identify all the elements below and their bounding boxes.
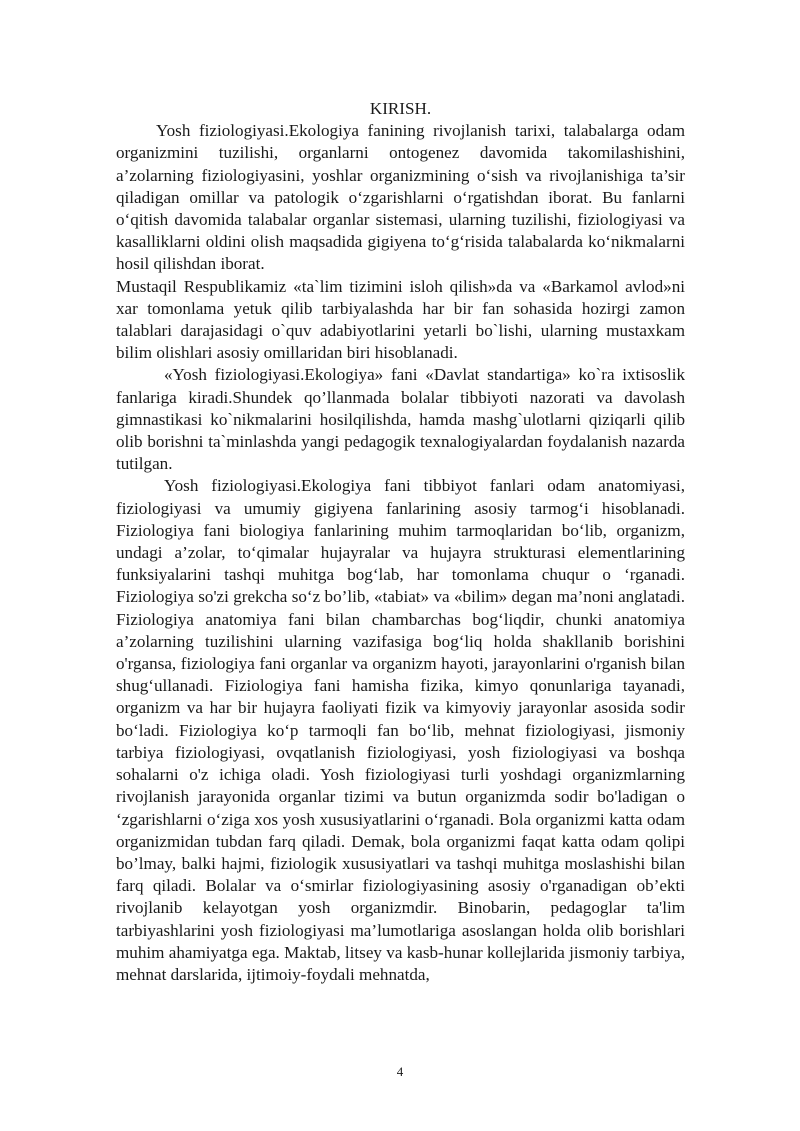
section-title: KIRISH. [369,99,432,118]
page-content [116,98,685,986]
paragraph-intro: Yosh fiziologiyasi.Ekologiya fanining rivojlanish tarixi, talabalarga odam organizmini tuzilishi, organlarni ontogenez davomida takomilashishini, a’zolarning fiziologiyasini, yoshlar organizmining o‘sish va rivojlanishiga ta’sir qiladigan omillar va patologik o‘zgarishlarni o‘rgatishdan iborat. Bu fanlarni o‘qitish davomida talabalar organlar sistemasi, ularning tuzilishi, fiziologiyasi va kasalliklarni oldini olish maqsadida gigiyena to‘g‘risida talabalarda ko‘nikmalarni hosil qilishdan iborat. [116,121,685,274]
page-number: 4 [396,1064,404,1079]
paragraph-physiology: Yosh fiziologiyasi.Ekologiya fani tibbiyot fanlari odam anatomiyasi, fiziologiyasi va umumiy gigiyena fanlarining asosiy tarmog‘i hisoblanadi. Fiziologiya fani biologiya fanlarining muhim tarmoqlaridan bo‘lib, organizm, undagi a’zolar, to‘qimalar hujayralar va hujayra strukturasi elementlarining funksiyalarini tashqi muhitga bog‘lab, har tomonlama chuqur o ‘rganadi. Fiziologiya so'zi grekcha so‘z bo’lib, «tabiat» va «bilim» degan ma’noni anglatadi. Fiziologiya anatomiya fani bilan chambarchas bog‘liqdir, chunki anatomiya a’zolarning tuzilishini ularning vazifasiga bog‘liq holda shakllanib borishini o'rgansa, fiziologiya fani organlar va organizm hayoti, jarayonlarini o'rganish bilan shug‘ullanadi. Fiziologiya fani hamisha fizika, kimyo qonunlariga tayanadi, organizm va har bir hujayra faoliyati fizik va kimyoviy jarayonlar asosida sodir bo‘ladi. Fiziologiya ko‘p tarmoqli fan bo‘lib, mehnat fiziologiyasi, jismoniy tarbiya fiziologiyasi, ovqatlanish fiziologiyasi, yosh fiziologiyasi va boshqa sohalarni o'z ichiga oladi. Yosh fiziologiyasi turli yoshdagi organizmlarning rivojlanish jarayonida organlar tizimi va butun organizmda sodir bo'ladigan o ‘zgarishlarni o‘ziga xos yosh xususiyatlarini o‘rganadi. Bola organizmi katta odam organizmidan tubdan farq qiladi. Demak, bola organizmi faqat katta odam qolipi bo’lmay, balki hajmi, fiziologik xususiyatlari va tashqi muhitga moslashishi bilan farq qiladi. Bolalar va o‘smirlar fiziologiyasining asosiy o'rganadigan ob’ekti rivojlanib kelayotgan yosh organizmdir. Binobarin, pedagoglar ta'lim tarbiyashlarini yosh fiziologiyasi ma’lumotlariga asoslangan holda olib borishlari muhim ahamiyatga ega. Maktab, litsey va kasb-hunar kollejlarida jismoniy tarbiya, mehnat darslarida, ijtimoiy-foydali mehnatda, [116,476,685,984]
paragraph-standard: «Yosh fiziologiyasi.Ekologiya» fani «Davlat standartiga» ko`ra ixtisoslik fanlariga kiradi.Shundek qo’llanmada bolalar tibbiyoti nazorati va davolash gimnastikasi ko`nikmalarini hosilqilishda, hamda mashg`ulotlarni qiziqarli qilib olib borishni ta`minlashda yangi pedagogik texnalogiyalardan foydalanish nazarda tutilgan. [116,365,685,474]
paragraph-republic: Mustaqil Respublikamiz «ta`lim tizimini isloh qilish»da va «Barkamol avlod»ni xar tomonlama yetuk qilib tarbiyalashda har bir fan sohasida hozirgi zamon talablari darajasidagi o`quv adabiyotlarini yetarli bo`lishi, ularning mustaxkam bilim olishlari asosiy omillaridan biri hisoblanadi. [116,276,685,363]
